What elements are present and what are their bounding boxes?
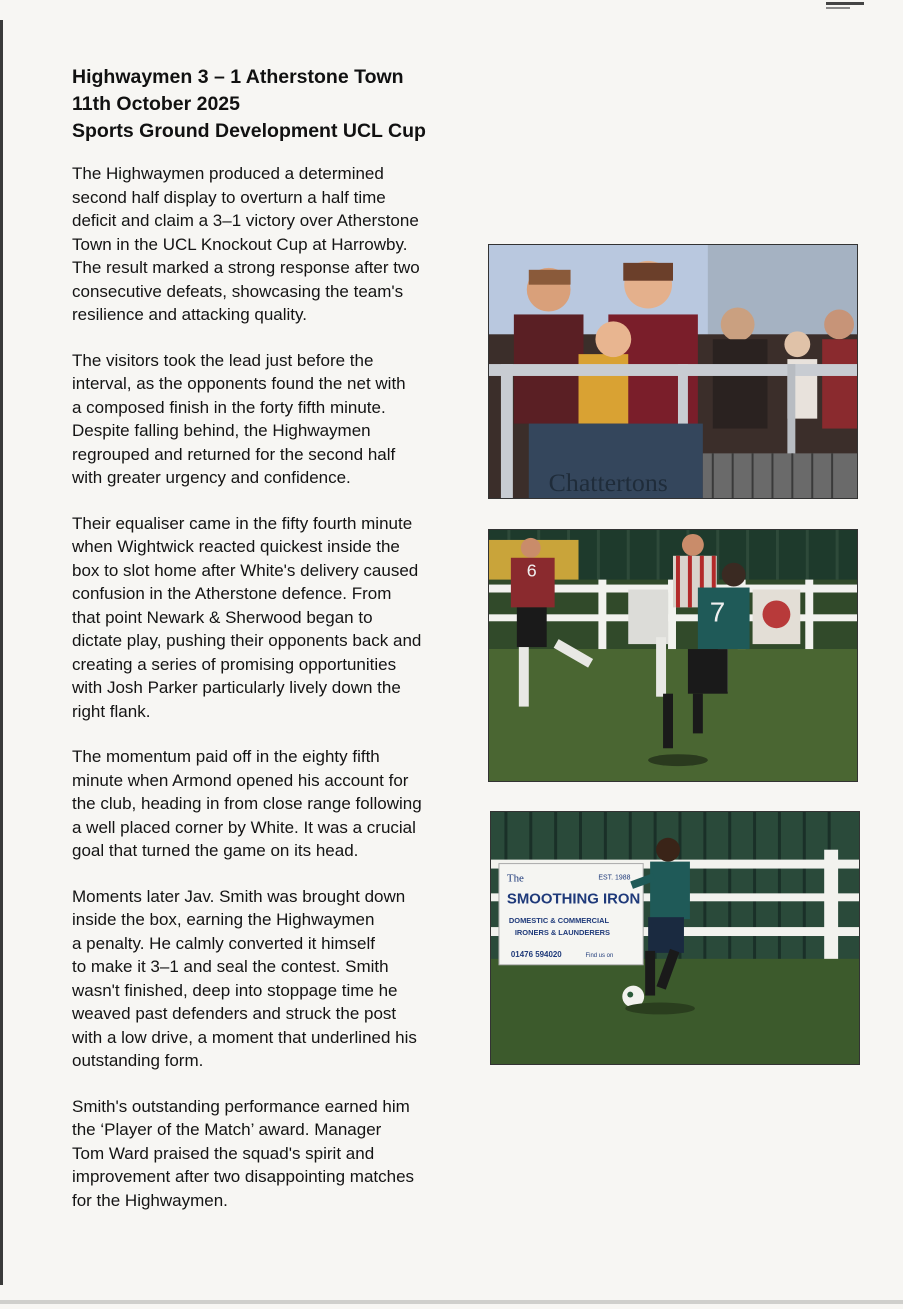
- report-line: Moments later Jav. Smith was brought down: [72, 886, 406, 906]
- report-line: a penalty. He calmly converted it himself: [72, 933, 375, 953]
- report-paragraph: [72, 745, 482, 863]
- report-line: with a low drive, a moment that underlined his: [72, 1027, 417, 1047]
- report-line: weaved past defenders and struck the post: [72, 1004, 397, 1023]
- dribble-photo-image: [491, 812, 859, 1064]
- report-line: right flank.: [72, 701, 151, 721]
- report-line: Their equaliser came in the fifty fourth minute: [72, 513, 413, 533]
- crowd-banner-text: Chattertons: [548, 468, 668, 498]
- sign-find: Find us on: [585, 952, 614, 959]
- report-line: deficit and claim a 3–1 victory over Atherstone: [72, 211, 419, 230]
- report-line: with greater urgency and confidence.: [72, 468, 351, 487]
- report-line: for the Highwaymen.: [72, 1190, 228, 1210]
- report-line: box to slot home after White's delivery caused: [72, 560, 419, 580]
- report-paragraph: [72, 349, 482, 490]
- report-line: Town in the UCL Knockout Cup at Harrowby.: [72, 234, 408, 254]
- report-line: dictate play, pushing their opponents back and: [72, 631, 422, 650]
- report-line: consecutive defeats, showcasing the team's: [72, 281, 404, 301]
- dribble-photo: [490, 811, 860, 1065]
- report-line: the ‘Player of the Match’ award. Manager: [72, 1120, 382, 1139]
- sign-the: The: [506, 872, 524, 885]
- red-shirt-number: 6: [526, 560, 537, 581]
- match-date: 11th October 2025: [72, 93, 240, 115]
- report-line: The result marked a strong response after two: [72, 258, 420, 277]
- report-line: The visitors took the lead just before the: [72, 350, 374, 370]
- sign-name: SMOOTHING IRON: [506, 891, 641, 908]
- report-line: confusion in the Atherstone defence. From: [72, 584, 392, 603]
- report-paragraph: [72, 1095, 482, 1213]
- teal-shirt-number: 7: [709, 596, 726, 628]
- report-line: Tom Ward praised the squad's spirit and: [72, 1143, 375, 1163]
- crowd-photo: [488, 244, 858, 499]
- crowd-photo-image: [489, 245, 857, 498]
- match-heading: [72, 64, 492, 145]
- report-line: to make it 3–1 and seal the contest. Smith: [72, 957, 389, 976]
- report-paragraph: [72, 162, 482, 327]
- corner-mark: [826, 2, 864, 5]
- sign-est: EST. 1988: [598, 874, 631, 882]
- sign-phone: 01476 594020: [510, 949, 562, 959]
- report-line: The Highwaymen produced a determined: [72, 164, 384, 183]
- report-paragraph: [72, 512, 482, 724]
- report-line: improvement after two disappointing matches: [72, 1167, 415, 1186]
- report-line: minute when Armond opened his account for: [72, 770, 409, 790]
- competition-name: Sports Ground Development UCL Cup: [72, 120, 426, 142]
- report-paragraph: [72, 885, 482, 1073]
- report-line: creating a series of promising opportunities: [72, 654, 397, 674]
- tackle-photo-image: [489, 530, 857, 781]
- report-line: when Wightwick reacted quickest inside the: [72, 537, 400, 556]
- tackle-photo: [488, 529, 858, 782]
- report-line: a well placed corner by White. It was a crucial: [72, 817, 416, 837]
- report-line: resilience and attacking quality.: [72, 305, 307, 324]
- page-bottom-edge: [0, 1300, 903, 1304]
- report-line: the club, heading in from close range following: [72, 794, 422, 813]
- report-line: wasn't finished, deep into stoppage time he: [72, 980, 398, 1000]
- match-score-title: Highwaymen 3 – 1 Atherstone Town: [72, 66, 404, 88]
- report-line: outstanding form.: [72, 1051, 204, 1070]
- report-line: Smith's outstanding performance earned him: [72, 1096, 410, 1116]
- report-line: second half display to overturn a half time: [72, 187, 386, 207]
- page-left-edge: [0, 20, 3, 1285]
- corner-mark-small: [826, 7, 850, 9]
- report-line: inside the box, earning the Highwaymen: [72, 910, 375, 929]
- report-line: with Josh Parker particularly lively down the: [72, 678, 401, 697]
- sign-line2: IRONERS & LAUNDERERS: [514, 928, 611, 938]
- report-line: a composed finish in the forty fifth minute.: [72, 397, 386, 417]
- sign-line1: DOMESTIC & COMMERCIAL: [508, 916, 610, 926]
- match-report: [72, 162, 482, 1234]
- report-line: that point Newark & Sherwood began to: [72, 607, 373, 627]
- report-line: goal that turned the game on its head.: [72, 841, 359, 860]
- report-line: The momentum paid off in the eighty fifth: [72, 747, 380, 766]
- report-line: interval, as the opponents found the net with: [72, 374, 406, 393]
- report-line: Despite falling behind, the Highwaymen: [72, 421, 371, 440]
- report-line: regrouped and returned for the second half: [72, 444, 396, 464]
